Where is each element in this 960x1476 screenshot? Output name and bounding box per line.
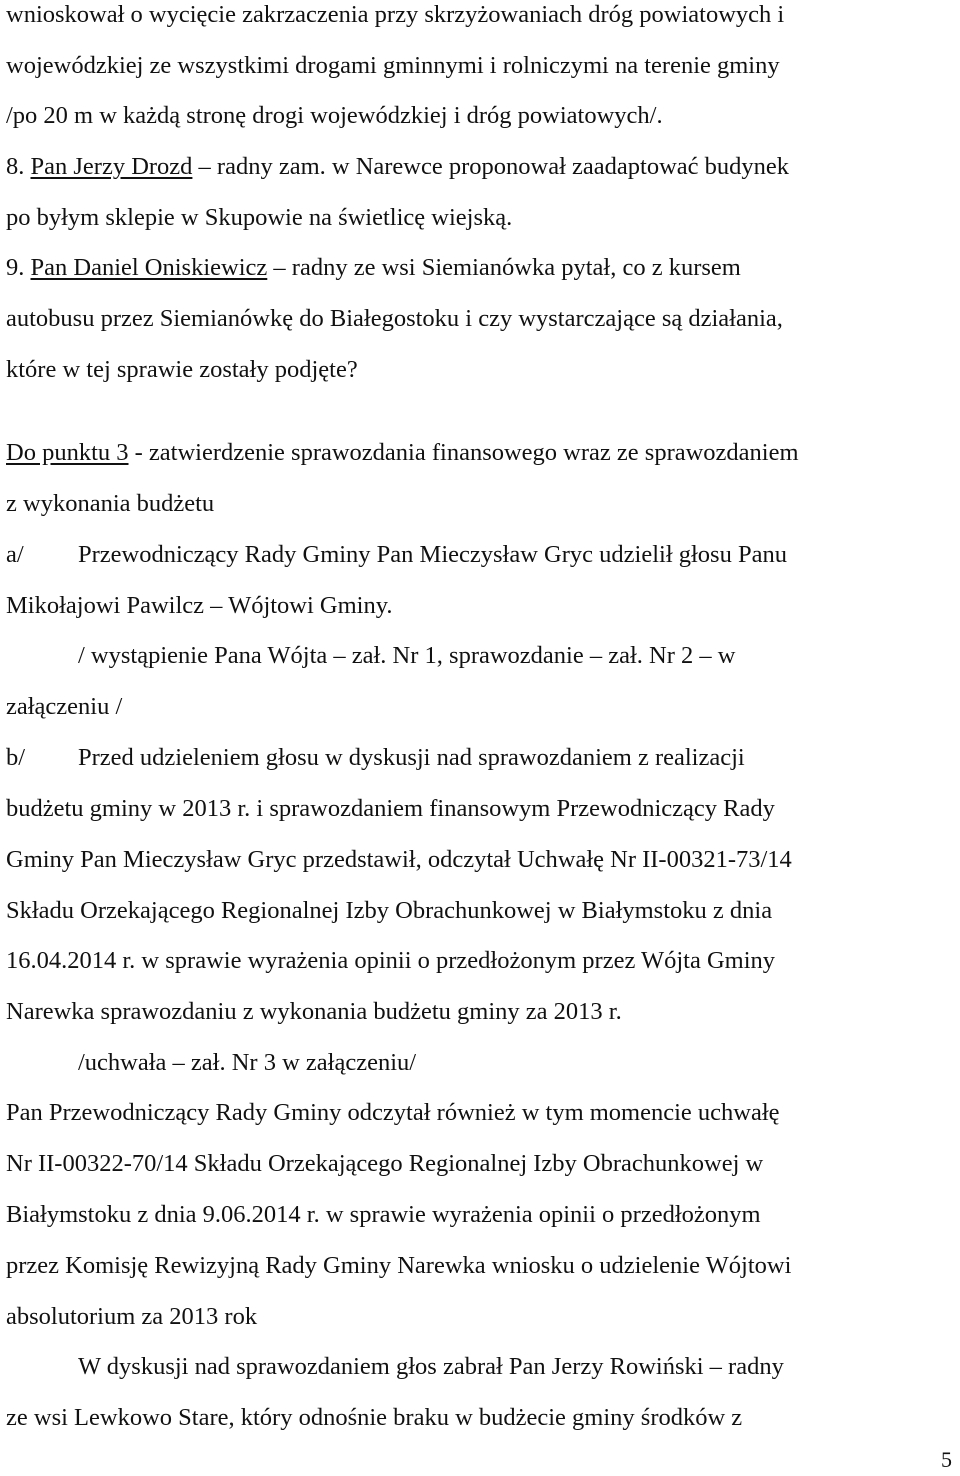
line-text: Pan Przewodniczący Rady Gminy odczytał również w tym momencie uchwałę (6, 1099, 780, 1126)
text-line (6, 692, 956, 722)
line-text: ze wsi Lewkowo Stare, który odnośnie braku w budżecie gminy środków z (6, 1404, 743, 1431)
list-item-8 (6, 152, 956, 182)
subpoint-marker: a/ (6, 541, 24, 568)
line-text: z wykonania budżetu (6, 490, 215, 517)
text-line (6, 997, 956, 1027)
line-text: Przewodniczący Rady Gminy Pan Mieczysław Gryc udzielił głosu Panu (78, 541, 787, 568)
text-line (6, 304, 956, 334)
line-text: - zatwierdzenie sprawozdania finansowego wraz ze sprawozdaniem (128, 439, 799, 466)
text-line (6, 1200, 956, 1230)
line-text: załączeniu / (6, 693, 123, 720)
subpoint-marker: b/ (6, 744, 26, 771)
line-text: 16.04.2014 r. w sprawie wyrażenia opinii o przedłożonym przez Wójta Gminy (6, 947, 776, 974)
text-line (6, 203, 956, 233)
page-number: 5 (941, 1447, 952, 1472)
speaker-name: Pan Daniel Oniskiewicz (30, 254, 268, 281)
line-text: budżetu gminy w 2013 r. i sprawozdaniem finansowym Przewodniczący Rady (6, 795, 775, 822)
line-text: Mikołajowi Pawilcz – Wójtowi Gminy. (6, 592, 393, 619)
text-line (6, 896, 956, 926)
line-text: Narewka sprawozdaniu z wykonania budżetu gminy za 2013 r. (6, 998, 622, 1025)
line-text: autobusu przez Siemianówkę do Białegostoku i czy wystarczające są działania, (6, 305, 783, 332)
point-heading: Do punktu 3 (6, 439, 129, 466)
list-number: 9. (6, 254, 31, 281)
text-line (6, 0, 956, 30)
text-line (6, 641, 956, 671)
text-line (6, 101, 956, 131)
line-text: Przed udzieleniem głosu w dyskusji nad sprawozdaniem z realizacji (78, 744, 745, 771)
text-line (6, 489, 956, 519)
line-text: wojewódzkiej ze wszystkimi drogami gminnymi i rolniczymi na terenie gminy (6, 52, 780, 79)
text-line (6, 1048, 956, 1078)
text-line (6, 1352, 956, 1382)
text-line (6, 51, 956, 81)
line-text: absolutorium za 2013 rok (6, 1303, 258, 1330)
text-line (6, 355, 956, 385)
text-line (6, 1251, 956, 1281)
line-text: które w tej sprawie zostały podjęte? (6, 356, 358, 383)
line-text: /uchwała – zał. Nr 3 w załączeniu/ (78, 1049, 417, 1076)
list-number: 8. (6, 153, 31, 180)
text-line (6, 1149, 956, 1179)
line-text: W dyskusji nad sprawozdaniem głos zabrał Pan Jerzy Rowiński – radny (78, 1353, 784, 1380)
line-text: Gminy Pan Mieczysław Gryc przedstawił, odczytał Uchwałę Nr II-00321-73/14 (6, 846, 792, 873)
line-text: /po 20 m w każdą stronę drogi wojewódzkiej i dróg powiatowych/. (6, 102, 663, 129)
section-heading (6, 438, 956, 468)
text-line (6, 591, 956, 621)
line-text: po byłym sklepie w Skupowie na świetlicę wiejską. (6, 204, 513, 231)
line-text: Składu Orzekającego Regionalnej Izby Obrachunkowej w Białymstoku z dnia (6, 897, 773, 924)
list-item-9 (6, 253, 956, 283)
line-text: przez Komisję Rewizyjną Rady Gminy Narewka wniosku o udzielenie Wójtowi (6, 1252, 792, 1279)
text-line (6, 845, 956, 875)
line-text: Białymstoku z dnia 9.06.2014 r. w sprawie wyrażenia opinii o przedłożonym (6, 1201, 761, 1228)
text-line (6, 794, 956, 824)
line-text: Nr II-00322-70/14 Składu Orzekającego Regionalnej Izby Obrachunkowej w (6, 1150, 764, 1177)
line-text: wnioskował o wycięcie zakrzaczenia przy skrzyżowaniach dróg powiatowych i (6, 1, 785, 28)
line-text: – radny ze wsi Siemianówka pytał, co z kursem (267, 254, 741, 281)
subpoint-b (6, 743, 956, 773)
text-line (6, 1302, 956, 1332)
text-line (6, 1098, 956, 1128)
text-line (6, 1403, 956, 1433)
line-text: – radny zam. w Narewce proponował zaadaptować budynek (192, 153, 790, 180)
line-text: / wystąpienie Pana Wójta – zał. Nr 1, sprawozdanie – zał. Nr 2 – w (78, 642, 736, 669)
text-line (6, 946, 956, 976)
subpoint-a (6, 540, 956, 570)
speaker-name: Pan Jerzy Drozd (30, 153, 193, 180)
